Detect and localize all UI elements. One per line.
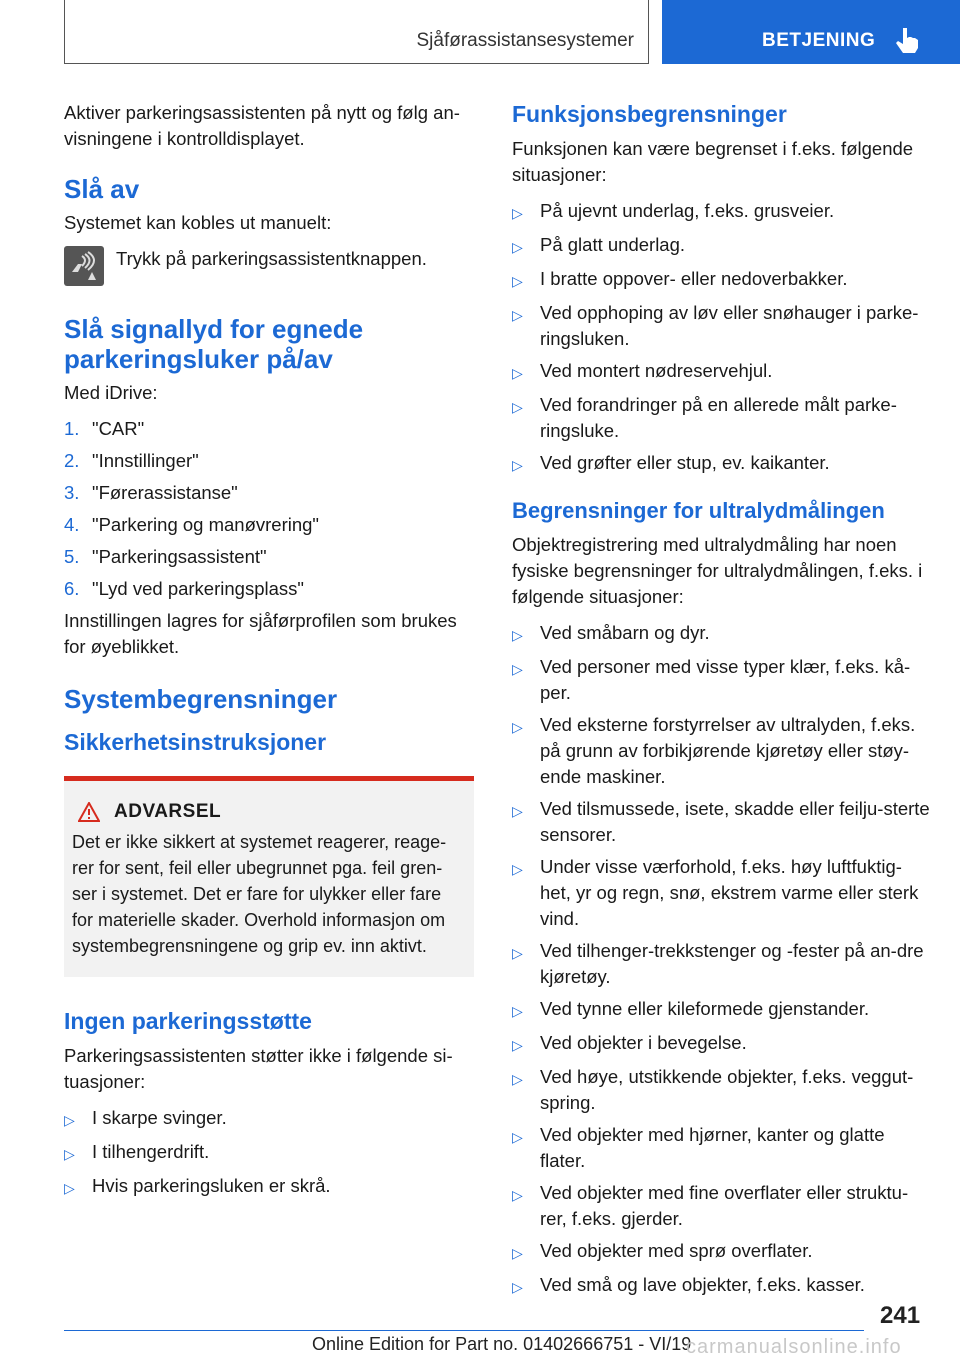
triangle-bullet-icon: ▷ [512,803,523,819]
triangle-bullet-icon: ▷ [512,1071,523,1087]
footer-edition: Online Edition for Part no. 01402666751 - VI/19 [312,1334,692,1354]
list-item: ▷ Ved montert nødreservehjul. [512,358,932,386]
func-list [512,198,932,478]
off-button-text: Trykk på parkeringsassistentknappen. [116,248,427,269]
right-column [512,100,932,1306]
list-item: ▷ Ved objekter med sprø overflater. [512,1238,932,1266]
ultra-list [512,620,932,1300]
list-item: 4. "Parkering og manøvrering" [64,514,320,535]
list-item: ▷ På ujevnt underlag, f.eks. grusveier. [512,198,932,226]
list-item: ▷ Ved personer med visse typer klær, f.eks. kå-per. [512,654,932,706]
watermark: carmanualsonline.info [686,1336,902,1358]
list-item: ▷ Ved objekter med hjørner, kanter og glatte flater. [512,1122,932,1174]
list-item: ▷ Ved forandringer på en allerede målt parke-ringsluke. [512,392,932,444]
triangle-bullet-icon: ▷ [512,1129,523,1145]
triangle-bullet-icon: ▷ [64,1112,75,1128]
nosupport-list [64,1105,474,1201]
triangle-bullet-icon: ▷ [512,1279,523,1295]
list-item: 6. "Lyd ved parkeringsplass" [64,578,304,599]
header-chapter-title: BETJENING [762,30,876,51]
list-item: 5. "Parkeringsassistent" [64,546,267,567]
triangle-bullet-icon: ▷ [512,307,523,323]
triangle-bullet-icon: ▷ [512,205,523,221]
intro-text: Aktiver parkeringsassistenten på nytt og følg an-visningene i kontrolldisplayet. [64,102,460,149]
list-item: ▷ Ved små og lave objekter, f.eks. kasser. [512,1272,932,1300]
func-text: Funksjonen kan være begrenset i f.eks. følgende situasjoner: [512,138,914,185]
list-item: ▷ Under visse værforhold, f.eks. høy luftfuktig-het, yr og regn, snø, ekstrem varme eller sterk vind. [512,854,932,932]
triangle-bullet-icon: ▷ [64,1146,75,1162]
limits-heading: Systembegrensninger [64,684,338,714]
signal-note: Innstillingen lagres for sjåførprofilen som brukes for øyeblikket. [64,610,457,657]
ultra-heading: Begrensninger for ultralydmålingen [512,498,885,523]
triangle-bullet-icon: ▷ [512,365,523,381]
list-item: ▷ I bratte oppover- eller nedoverbakker. [512,266,932,294]
list-item: 2. "Innstillinger" [64,450,199,471]
list-item: ▷ Ved tilsmussede, isete, skadde eller feilju-sterte sensorer. [512,796,932,848]
triangle-bullet-icon: ▷ [64,1180,75,1196]
triangle-bullet-icon: ▷ [512,1003,523,1019]
list-item: ▷ Ved tilhenger-trekkstenger og -fester på an-dre kjøretøy. [512,938,932,990]
footer-divider [64,1330,864,1331]
page-number: 241 [880,1302,921,1329]
list-item: ▷ Ved eksterne forstyrrelser av ultralyden, f.eks. på grunn av forbikjørende kjøretøy eller støy-ende maskiner. [512,712,932,790]
list-item: ▷ Ved opphoping av løv eller snøhauger i parke-ringsluken. [512,300,932,352]
signal-heading: Slå signallyd for egnede parkeringsluker på/av [64,314,364,374]
list-item: 3. "Førerassistanse" [64,482,238,503]
list-item: ▷ I tilhengerdrift. [64,1139,474,1167]
triangle-bullet-icon: ▷ [512,861,523,877]
signal-intro: Med iDrive: [64,382,158,403]
parking-assist-button-icon [64,246,104,286]
list-item: ▷ Hvis parkeringsluken er skrå. [64,1173,474,1201]
triangle-bullet-icon: ▷ [512,945,523,961]
left-column [64,100,474,1207]
list-item: ▷ Ved småbarn og dyr. [512,620,932,648]
safety-heading: Sikkerhetsinstruksjoner [64,729,327,755]
triangle-bullet-icon: ▷ [512,1037,523,1053]
header-chapter-box [662,0,960,64]
list-item: ▷ Ved tynne eller kileformede gjenstander. [512,996,932,1024]
triangle-bullet-icon: ▷ [512,719,523,735]
nosupport-heading: Ingen parkeringsstøtte [64,1008,312,1034]
ultra-text: Objektregistrering med ultralydmåling har noen fysiske begrensninger for ultralydmålingen, f.eks. i følgende situasjoner: [512,534,923,607]
header-section-title: Sjåførassistansesystemer [416,30,634,51]
warning-title: ADVARSEL [114,801,222,822]
triangle-bullet-icon: ▷ [512,1245,523,1261]
triangle-bullet-icon: ▷ [512,399,523,415]
header-section-box [64,0,649,64]
list-item: 1. "CAR" [64,418,145,439]
warning-box [64,776,474,977]
list-item: ▷ På glatt underlag. [512,232,932,260]
triangle-bullet-icon: ▷ [512,627,523,643]
triangle-bullet-icon: ▷ [512,239,523,255]
triangle-bullet-icon: ▷ [512,457,523,473]
list-item: ▷ Ved objekter med fine overflater eller struktu-rer, f.eks. gjerder. [512,1180,932,1232]
list-item: ▷ Ved høye, utstikkende objekter, f.eks. veggut-spring. [512,1064,932,1116]
off-text: Systemet kan kobles ut manuelt: [64,212,332,233]
triangle-bullet-icon: ▷ [512,1187,523,1203]
list-item: ▷ I skarpe svinger. [64,1105,474,1133]
off-instruction [64,246,474,286]
func-heading: Funksjonsbegrensninger [512,101,787,127]
triangle-bullet-icon: ▷ [512,273,523,289]
hand-pointer-icon [894,26,920,54]
list-item: ▷ Ved grøfter eller stup, ev. kaikanter. [512,450,932,478]
warning-triangle-icon [78,802,100,822]
triangle-bullet-icon: ▷ [512,661,523,677]
off-heading: Slå av [64,174,140,204]
list-item: ▷ Ved objekter i bevegelse. [512,1030,932,1058]
idrive-steps [64,416,474,602]
nosupport-text: Parkeringsassistenten støtter ikke i følgende si-tuasjoner: [64,1045,453,1092]
warning-text: Det er ikke sikkert at systemet reagerer, reage-rer for sent, feil eller ubegrunnet pga. feil gren-ser i systemet. Det er fare for ulykker eller fare for materielle skader. Overhold informasjon om systembegrensningene og grip ev. inn aktivt. [72,832,447,956]
